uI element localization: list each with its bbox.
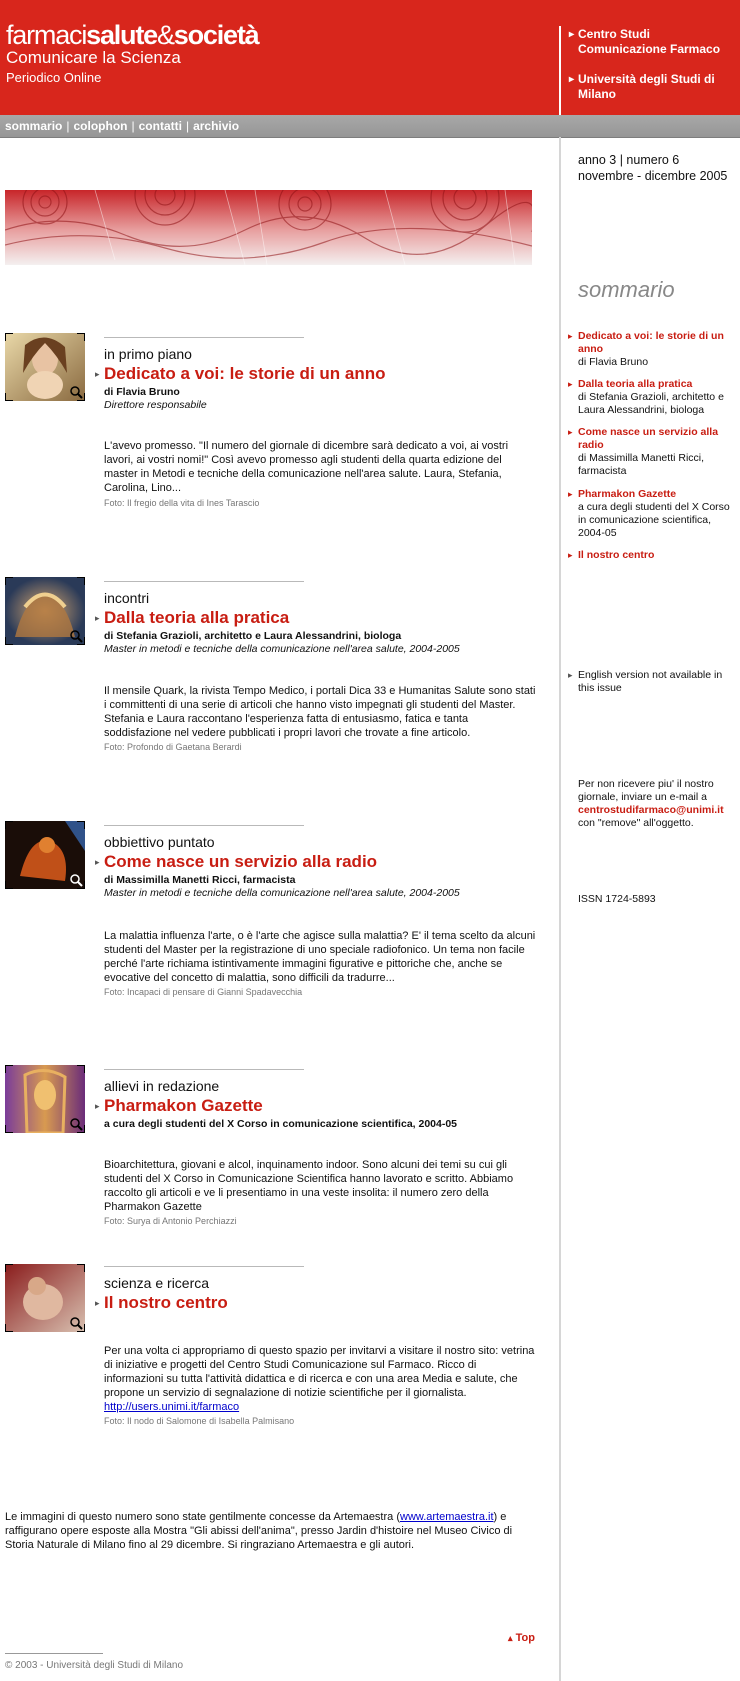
toc-item[interactable] (568, 378, 738, 417)
nav-separator: | (131, 119, 135, 133)
nav-sommario[interactable]: sommario (5, 119, 63, 133)
toc-item-title[interactable]: Dalla teoria alla pratica (578, 378, 693, 390)
arrow-icon: ▸ (95, 1298, 100, 1308)
article-1-role: Direttore responsabile (104, 399, 207, 411)
article-4-author: a cura degli studenti del X Corso in comunicazione scientifica, 2004-05 (104, 1118, 458, 1130)
nav-colophon[interactable]: colophon (73, 119, 128, 133)
site-subtagline: Periodico Online (6, 70, 102, 85)
logo-text-societa: società (173, 20, 259, 50)
article-1-thumbnail[interactable] (5, 333, 85, 401)
issue-number: anno 3 | numero 6 (578, 153, 680, 167)
article-2-title[interactable] (95, 608, 290, 628)
english-note-text: English version not available in this issue (578, 669, 723, 694)
article-3-role: Master in metodi e tecniche della comunicazione nell'area salute, 2004-2005 (104, 887, 460, 899)
article-3-title[interactable] (95, 852, 378, 872)
credits-text: Le immagini di questo numero sono state gentilmente concesse da Artemaestra ( (5, 1511, 400, 1523)
toc-item[interactable] (568, 426, 738, 478)
article-4-thumbnail[interactable] (5, 1065, 85, 1133)
column-divider (559, 137, 561, 1681)
back-to-top[interactable] (508, 1632, 535, 1644)
article-2-body: Il mensile Quark, la rivista Tempo Medico, i portali Dica 33 e Humanitas Salute sono stati i committenti di una serie di articoli che hanno visto impegnati gli studenti del Master. Stefania e Laura raccontano l'esperienza fatta di entusiasmo, fatica e tanta soddisfazione nel vedere pubblicati i propri lavori che trovate a fine articolo. (104, 685, 536, 739)
logo-text-amp: & (156, 20, 174, 50)
arrow-icon: ▸ (95, 369, 100, 379)
article-1-title-link[interactable]: Dedicato a voi: le storie di un anno (104, 364, 386, 383)
article-5-rule (104, 1266, 304, 1267)
toc-item-author: a cura degli studenti del X Corso in comunicazione scientifica, 2004-05 (578, 501, 730, 539)
article-1-title[interactable] (95, 364, 386, 384)
copyright: © 2003 - Università degli Studi di Milano (5, 1660, 184, 1671)
toc-item[interactable] (568, 330, 738, 369)
article-3-thumbnail[interactable] (5, 821, 85, 889)
toc-item-author: di Massimilla Manetti Ricci, farmacista (578, 452, 705, 477)
nav-separator: | (66, 119, 70, 133)
unsubscribe-note (578, 778, 736, 830)
credits-text-end: ) e raffigurano opere esposte alla Mostra "Gli abissi dell'anima", presso Jardin d'histoire nel Museo Civico di Storia Naturale di Milano fino al 29 dicembre. Si ringraziano Artemaestra e gli autori. (5, 1511, 513, 1551)
article-2-rule (104, 581, 304, 582)
arrow-icon: ▸ (568, 331, 573, 341)
article-1-rule (104, 337, 304, 338)
sidebar-heading: sommario (578, 277, 675, 302)
english-note[interactable] (568, 669, 736, 695)
article-5-thumbnail[interactable] (5, 1264, 85, 1332)
link-centro-studi-label: Centro Studi Comunicazione Farmaco (578, 27, 721, 56)
article-3-author: di Massimilla Manetti Ricci, farmacista (104, 874, 296, 886)
back-to-top-label: Top (515, 1632, 535, 1644)
arrow-icon: ▸ (568, 379, 573, 389)
link-centro-studi[interactable] (569, 27, 728, 57)
nav-separator: | (185, 119, 190, 133)
article-5-title-link[interactable]: Il nostro centro (104, 1293, 228, 1312)
nav-contatti[interactable]: contatti (138, 119, 182, 133)
article-5-photo-credit: Foto: Il nodo di Salomone di Isabella Palmisano (104, 1416, 295, 1426)
unsubscribe-email[interactable]: centrostudifarmaco@unimi.it (578, 804, 724, 816)
article-1-category: in primo piano (104, 346, 192, 362)
article-4-title-link[interactable]: Pharmakon Gazette (104, 1096, 263, 1115)
header-divider (559, 26, 561, 115)
article-1-body: L'avevo promesso. "Il numero del giornale di dicembre sarà dedicato a voi, ai vostri lavori, ai vostri nomi!" Così avevo promesso agli studenti della quarta edizione del master in Metodi e tecniche della comunicazione nell'area salute. Laura, Stefania, Carolina, Lino... (104, 440, 509, 494)
arrow-icon: ▸ (95, 613, 100, 623)
link-universita[interactable] (569, 72, 728, 102)
article-4-rule (104, 1069, 304, 1070)
arrow-icon: ▸ (568, 427, 573, 437)
article-4-photo-credit: Foto: Surya di Antonio Perchiazzi (104, 1216, 237, 1226)
article-1-photo-credit: Foto: Il fregio della vita di Ines Tarascio (104, 498, 260, 508)
arrow-icon: ▸ (568, 550, 573, 560)
article-2-category: incontri (104, 590, 150, 606)
toc-item-title[interactable]: Dedicato a voi: le storie di un anno (578, 330, 724, 355)
article-4-body: Bioarchitettura, giovani e alcol, inquinamento indoor. Sono alcuni dei temi su cui gli studenti del X Corso in Comunicazione Scientifica hanno lavorato e scritto. Abbiamo raccolto gli articoli e ve li presentiamo in una veste insolita: il numero zero della Pharmakon Gazette (104, 1159, 514, 1213)
article-4-category: allievi in redazione (104, 1078, 220, 1094)
article-3-rule (104, 825, 304, 826)
arrow-icon: ▸ (569, 29, 575, 40)
article-4-title[interactable] (95, 1096, 263, 1116)
arrow-icon: ▸ (568, 670, 573, 680)
arrow-up-icon: ▴ (508, 1633, 513, 1643)
image-credits (5, 1510, 540, 1552)
toc-item-title[interactable]: Come nasce un servizio alla radio (578, 426, 719, 451)
article-2-photo-credit: Foto: Profondo di Gaetana Berardi (104, 742, 242, 752)
article-5-body (104, 1344, 538, 1414)
main-nav (0, 115, 740, 138)
arrow-icon: ▸ (568, 489, 573, 499)
article-5-body-text: Per una volta ci appropriamo di questo spazio per invitarvi a visitare il nostro sito: vetrina di iniziative e progetti del Centro Studi Comunicazione sul Farmaco. Ricco di informazioni su tutta l'attività didattica e di ricerca e con una area Media e salute, che propone un servizio di segnalazione di notizie scientifiche per il giornalista. (104, 1345, 535, 1399)
article-3-category: obbiettivo puntato (104, 834, 215, 850)
issue-info (578, 152, 727, 184)
site-tagline: Comunicare la Scienza (6, 48, 181, 67)
unsubscribe-text-end: con "remove" all'oggetto. (578, 817, 694, 829)
decorative-banner (5, 190, 532, 265)
toc-item-author: di Stefania Grazioli, architetto e Laura Alessandrini, biologa (578, 391, 724, 416)
toc-item-title[interactable]: Il nostro centro (578, 549, 655, 561)
article-5-category: scienza e ricerca (104, 1275, 210, 1291)
site-header (0, 0, 740, 115)
issn: ISSN 1724-5893 (578, 893, 656, 905)
unsubscribe-text: Per non ricevere piu' il nostro giornale, inviare un e-mail a (578, 778, 714, 803)
issue-date: novembre - dicembre 2005 (578, 169, 728, 183)
article-5-title[interactable] (95, 1293, 228, 1313)
article-1-author: di Flavia Bruno (104, 386, 180, 398)
artemaestra-link[interactable]: www.artemaestra.it (400, 1511, 494, 1523)
article-2-role: Master in metodi e tecniche della comunicazione nell'area salute, 2004-2005 (104, 643, 460, 655)
arrow-icon: ▸ (95, 1101, 100, 1111)
toc-item-title[interactable]: Pharmakon Gazette (578, 488, 677, 500)
logo-text-farmaci: farmaci (6, 20, 87, 50)
link-universita-label: Università degli Studi di Milano (578, 72, 715, 101)
article-2-author: di Stefania Grazioli, architetto e Laura Alessandrini, biologa (104, 630, 402, 642)
toc-item[interactable] (568, 549, 738, 562)
toc-item-author: di Flavia Bruno (578, 356, 649, 368)
arrow-icon: ▸ (95, 857, 100, 867)
toc-item[interactable] (568, 488, 738, 540)
article-2-title-link[interactable]: Dalla teoria alla pratica (104, 608, 290, 627)
article-5-site-link[interactable]: http://users.unimi.it/farmaco (104, 1401, 240, 1413)
article-2-thumbnail[interactable] (5, 577, 85, 645)
article-3-title-link[interactable]: Come nasce un servizio alla radio (104, 852, 378, 871)
logo-text-salute: salute (86, 20, 157, 50)
article-3-photo-credit: Foto: Incapaci di pensare di Gianni Spadavecchia (104, 987, 303, 997)
arrow-icon: ▸ (569, 74, 575, 85)
footer-rule (5, 1653, 103, 1654)
article-3-body: La malattia influenza l'arte, o è l'arte che agisce sulla malattia? E' il tema scelto da alcuni studenti del Master per la registrazione di uno speciale radiofonico. Un tema non facile perché l'arte richiama istintivamente immagini figurative e pittoriche che, anche se evocative del concetto di malattia, sono difficili da tradurre... (104, 930, 536, 984)
site-logo[interactable] (6, 20, 258, 50)
nav-archivio[interactable]: archivio (193, 119, 240, 133)
